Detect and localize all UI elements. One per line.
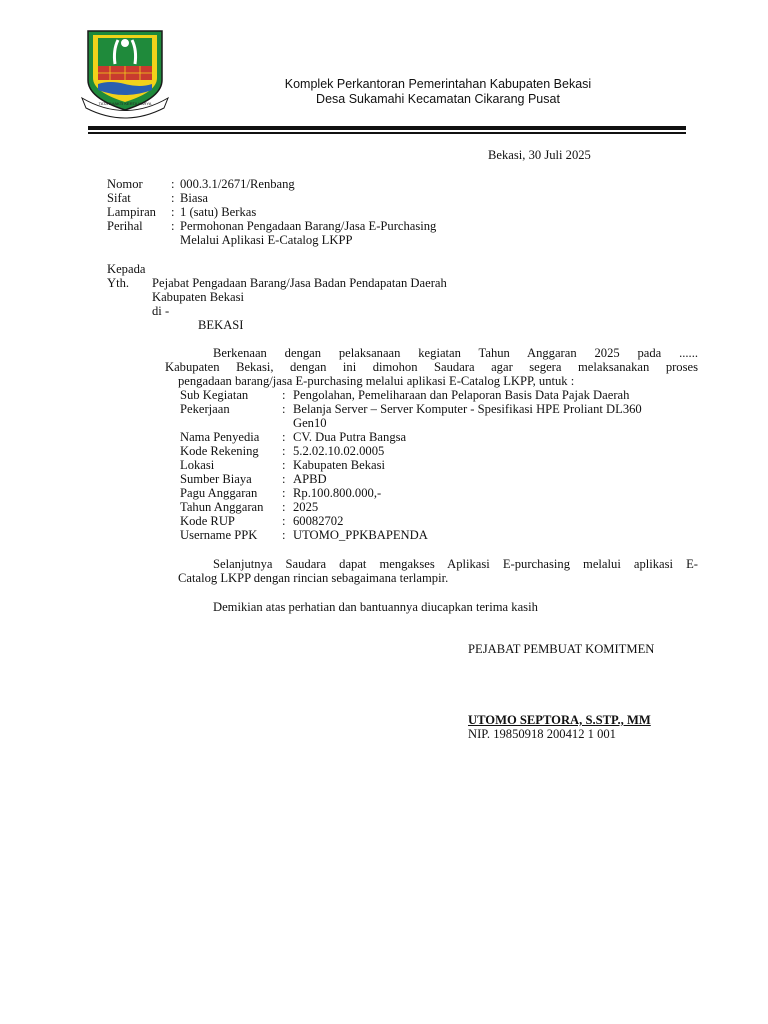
meta-value-perihal-cont: Melalui Aplikasi E-Catalog LKPP xyxy=(180,233,353,247)
detail-sep: : xyxy=(282,472,286,486)
paragraph-1-line-2: Kabupaten Bekasi, dengan ini dimohon Saudara agar segera melaksanakan proses xyxy=(165,360,698,374)
letter-date: Bekasi, 30 Juli 2025 xyxy=(488,148,591,162)
paragraph-2-line-1: Selanjutnya Saudara dapat mengakses Aplikasi E-purchasing melalui aplikasi E- xyxy=(213,557,698,571)
detail-value: 5.2.02.10.02.0005 xyxy=(293,444,385,458)
detail-sep: : xyxy=(282,500,286,514)
meta-value-sifat: Biasa xyxy=(180,191,208,205)
detail-value: APBD xyxy=(293,472,327,486)
detail-value: Pengolahan, Pemeliharaan dan Pelaporan Basis Data Pajak Daerah xyxy=(293,388,630,402)
letterhead-rule-thin xyxy=(88,132,686,134)
detail-label: Lokasi xyxy=(180,458,215,472)
addressee-city: BEKASI xyxy=(198,318,244,332)
detail-label: Pagu Anggaran xyxy=(180,486,258,500)
meta-label-perihal: Perihal xyxy=(107,219,143,233)
detail-value: 2025 xyxy=(293,500,319,514)
detail-label: Pekerjaan xyxy=(180,402,230,416)
meta-sep-nomor: : xyxy=(171,177,175,191)
detail-label: Tahun Anggaran xyxy=(180,500,264,514)
detail-sep: : xyxy=(282,388,286,402)
logo-ribbon-text: TATA BHAKTI KERTA KARYA xyxy=(98,101,152,106)
detail-value: Kabupaten Bekasi xyxy=(293,458,385,472)
detail-value: 60082702 xyxy=(293,514,344,528)
meta-value-lampiran: 1 (satu) Berkas xyxy=(180,205,257,219)
meta-sep-sifat: : xyxy=(171,191,175,205)
kabupaten-bekasi-logo xyxy=(80,28,170,120)
paragraph-2-line-2: Catalog LKPP dengan rincian sebagaimana terlampir. xyxy=(178,571,449,585)
paragraph-1-line-3: pengadaan barang/jasa E-purchasing melalui aplikasi E-Catalog LKPP, untuk : xyxy=(178,374,575,388)
detail-label: Kode RUP xyxy=(180,514,235,528)
meta-label-sifat: Sifat xyxy=(107,191,131,205)
paragraph-1-line-1: Berkenaan dengan pelaksanaan kegiatan Tahun Anggaran 2025 pada ...... xyxy=(213,346,698,360)
closing-paragraph: Demikian atas perhatian dan bantuannya diucapkan terima kasih xyxy=(213,600,538,614)
letterhead-line-1: Komplek Perkantoran Pemerintahan Kabupaten Bekasi xyxy=(284,77,592,91)
meta-sep-perihal: : xyxy=(171,219,175,233)
detail-value-cont: Gen10 xyxy=(293,416,327,430)
detail-label: Username PPK xyxy=(180,528,258,542)
signatory-title: PEJABAT PEMBUAT KOMITMEN xyxy=(468,642,655,656)
letterhead-rule-thick xyxy=(88,126,686,130)
detail-label: Sub Kegiatan xyxy=(180,388,249,402)
detail-label: Sumber Biaya xyxy=(180,472,252,486)
signatory-name: UTOMO SEPTORA, S.STP., MM xyxy=(468,713,651,727)
kepada-label: Kepada xyxy=(107,262,146,276)
meta-label-nomor: Nomor xyxy=(107,177,143,191)
letterhead-line-2: Desa Sukamahi Kecamatan Cikarang Pusat xyxy=(316,92,560,106)
yth-label: Yth. xyxy=(107,276,130,290)
addressee-di: di - xyxy=(152,304,170,318)
detail-label: Kode Rekening xyxy=(180,444,259,458)
detail-sep: : xyxy=(282,458,286,472)
meta-value-perihal: Permohonan Pengadaan Barang/Jasa E-Purchasing xyxy=(180,219,437,233)
detail-label: Nama Penyedia xyxy=(180,430,260,444)
meta-value-nomor: 000.3.1/2671/Renbang xyxy=(180,177,295,191)
detail-sep: : xyxy=(282,514,286,528)
detail-sep: : xyxy=(282,402,286,416)
signatory-nip: NIP. 19850918 200412 1 001 xyxy=(468,727,616,741)
detail-sep: : xyxy=(282,528,286,542)
addressee-line-2: Kabupaten Bekasi xyxy=(152,290,244,304)
detail-value: UTOMO_PPKBAPENDA xyxy=(293,528,428,542)
meta-sep-lampiran: : xyxy=(171,205,175,219)
detail-sep: : xyxy=(282,444,286,458)
detail-sep: : xyxy=(282,486,286,500)
addressee-line-1: Pejabat Pengadaan Barang/Jasa Badan Pendapatan Daerah xyxy=(152,276,447,290)
meta-label-lampiran: Lampiran xyxy=(107,205,156,219)
detail-sep: : xyxy=(282,430,286,444)
detail-value: Rp.100.800.000,- xyxy=(293,486,382,500)
detail-value: CV. Dua Putra Bangsa xyxy=(293,430,407,444)
detail-value: Belanja Server – Server Komputer - Spesifikasi HPE Proliant DL360 xyxy=(293,402,642,416)
